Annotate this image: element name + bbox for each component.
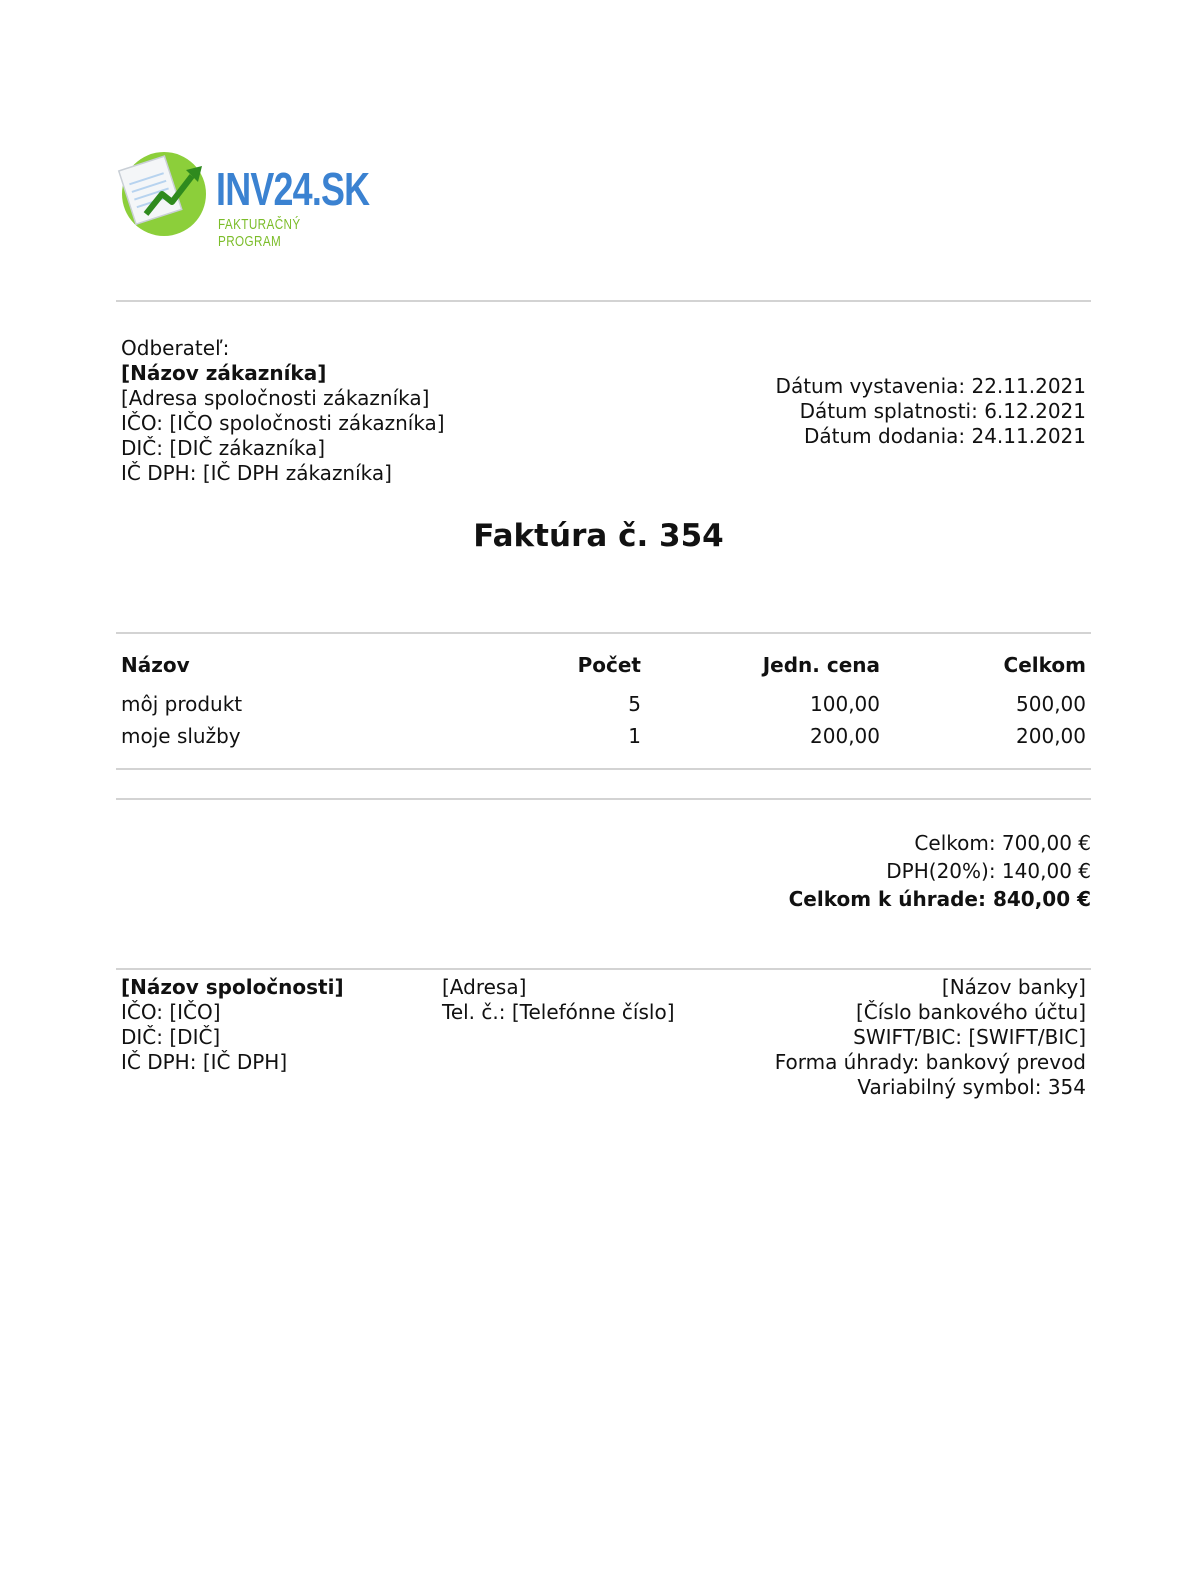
row-1-name: môj produkt — [121, 692, 243, 716]
logo-mark-icon — [116, 142, 216, 242]
bank-account: [Číslo bankového účtu] — [855, 1000, 1086, 1024]
date-due: Dátum splatnosti: 6.12.2021 — [799, 399, 1086, 423]
supplier-icdph: IČ DPH: [IČ DPH] — [121, 1050, 288, 1074]
logo-title: INV24.SK — [216, 163, 370, 215]
supplier-phone: Tel. č.: [Telefónne číslo] — [442, 1000, 675, 1024]
row-2-unit-price: 200,00 — [810, 724, 880, 748]
grand-total: Celkom k úhrade: 840,00 € — [788, 887, 1091, 911]
customer-block — [121, 336, 445, 486]
payment-method: Forma úhrady: bankový prevod — [774, 1050, 1086, 1074]
supplier-block — [121, 975, 344, 1075]
customer-address: [Adresa spoločnosti zákazníka] — [121, 386, 430, 410]
vat-amount: DPH(20%): 140,00 € — [886, 859, 1091, 883]
date-delivery: Dátum dodania: 24.11.2021 — [804, 424, 1086, 448]
row-1-unit-price: 100,00 — [810, 692, 880, 716]
header-divider — [116, 300, 1091, 302]
row-1-total: 500,00 — [1016, 692, 1086, 716]
row-2-name: moje služby — [121, 724, 241, 748]
customer-dic: DIČ: [DIČ zákazníka] — [121, 436, 326, 460]
dates-block — [700, 374, 1086, 449]
bank-swift: SWIFT/BIC: [SWIFT/BIC] — [853, 1025, 1086, 1049]
company-logo — [116, 142, 370, 250]
logo-subtitle: FAKTURAČNÝ PROGRAM — [218, 216, 301, 250]
supplier-name: [Názov spoločnosti] — [121, 975, 344, 999]
customer-icdph: IČ DPH: [IČ DPH zákazníka] — [121, 461, 392, 485]
table-top-divider — [116, 632, 1091, 634]
header-count: Počet — [577, 653, 641, 677]
totals-block — [700, 829, 1091, 913]
bank-name: [Názov banky] — [941, 975, 1086, 999]
customer-name: [Názov zákazníka] — [121, 361, 327, 385]
subtotal: Celkom: 700,00 € — [914, 831, 1091, 855]
supplier-address: [Adresa] — [442, 975, 527, 999]
footer-divider — [116, 968, 1091, 970]
supplier-dic: DIČ: [DIČ] — [121, 1025, 221, 1049]
supplier-ico: IČO: [IČO] — [121, 1000, 221, 1024]
row-2-total: 200,00 — [1016, 724, 1086, 748]
row-2-count: 1 — [628, 724, 641, 748]
header-name: Názov — [121, 653, 190, 677]
customer-ico: IČO: [IČO spoločnosti zákazníka] — [121, 411, 445, 435]
row-1-count: 5 — [628, 692, 641, 716]
header-total: Celkom — [1003, 653, 1086, 677]
header-unit-price: Jedn. cena — [762, 653, 880, 677]
table-bottom-divider — [116, 768, 1091, 770]
invoice-title: Faktúra č. 354 — [473, 518, 724, 554]
customer-label: Odberateľ: — [121, 336, 230, 360]
date-issued: Dátum vystavenia: 22.11.2021 — [775, 374, 1086, 398]
bank-block — [700, 975, 1086, 1100]
supplier-contact-block — [442, 975, 675, 1025]
totals-divider — [116, 798, 1091, 800]
variable-symbol: Variabilný symbol: 354 — [857, 1075, 1086, 1099]
